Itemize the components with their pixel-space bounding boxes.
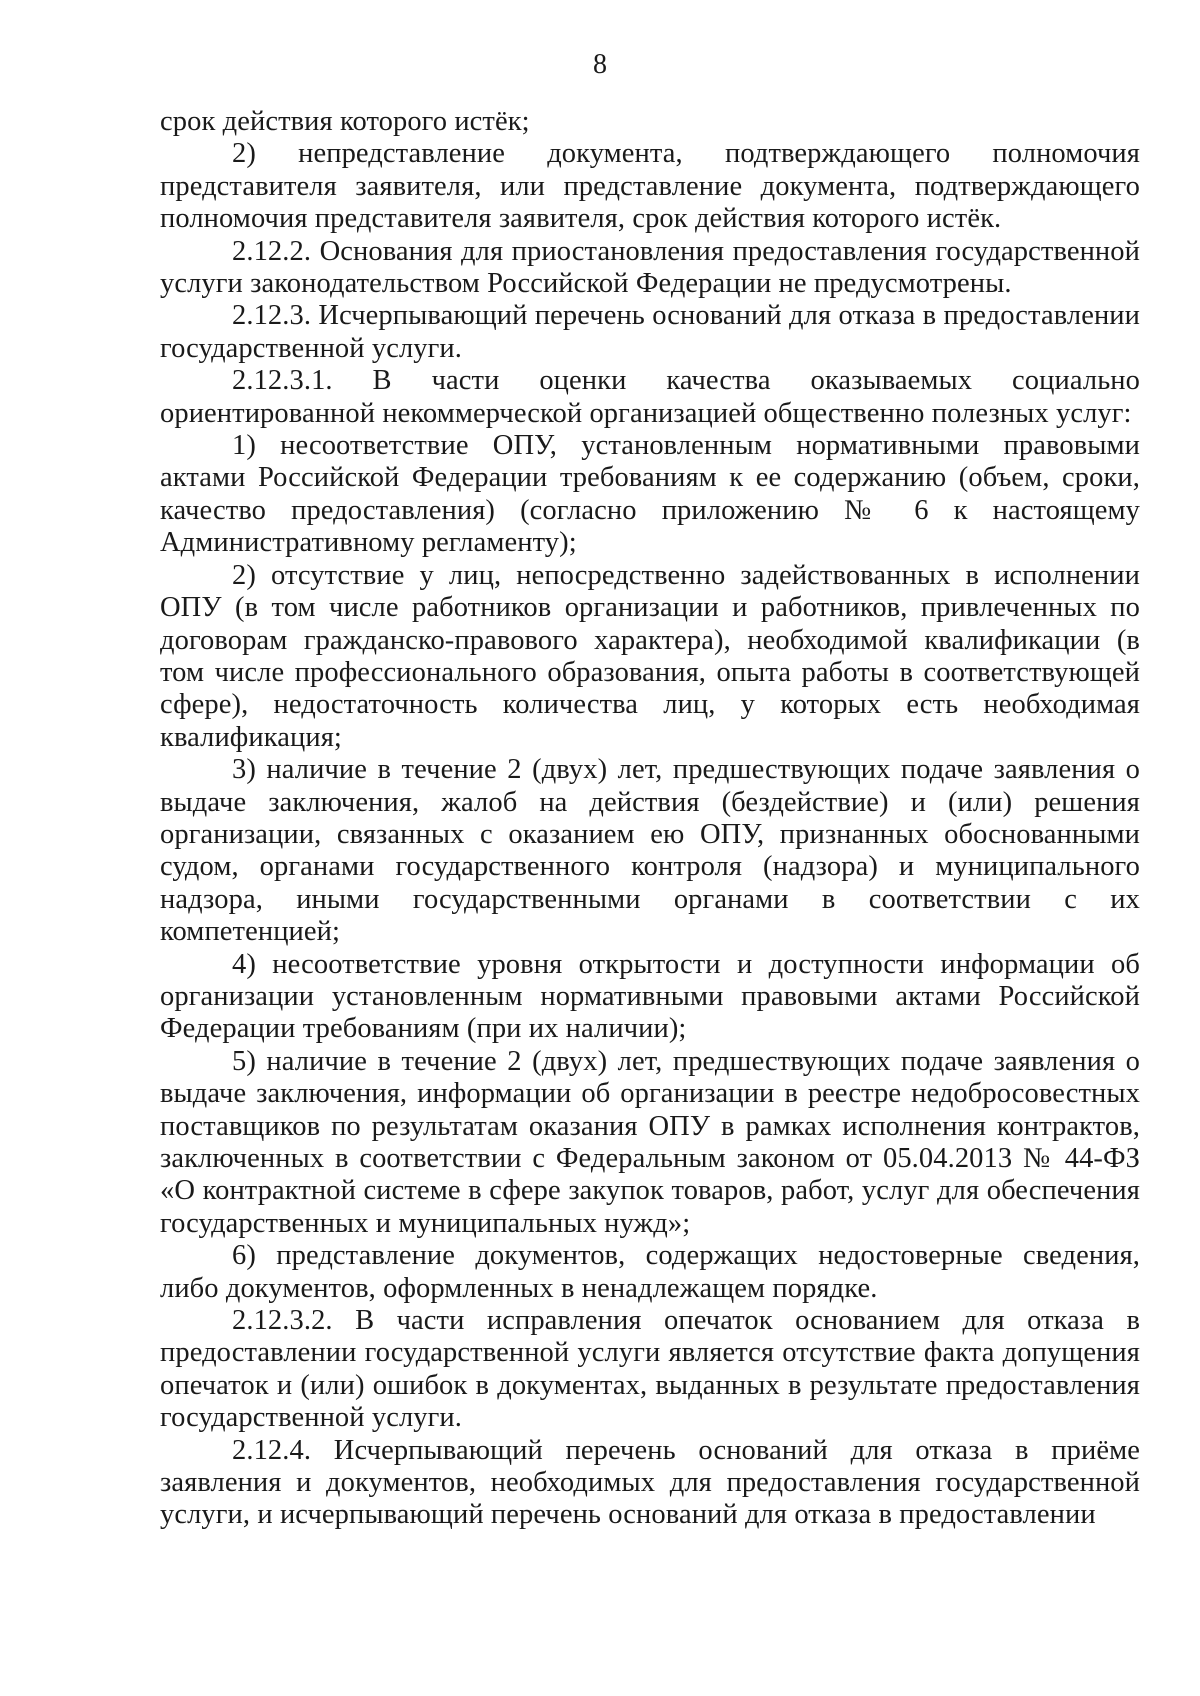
paragraph-item-3: 3) наличие в течение 2 (двух) лет, предшествующих подаче заявления о выдаче заключения, жалоб на действия (бездействие) и (или) решения организации, связанных с оказанием ею ОПУ, признанных обоснованными судом, органами государственного контроля (надзора) и муниципального надзора, иными государственными органами в соответствии с их компетенцией; xyxy=(160,754,1140,948)
paragraph-2-12-4: 2.12.4. Исчерпывающий перечень оснований для отказа в приёме заявления и документов, необходимых для предоставления государственной услуги, и исчерпывающий перечень оснований для отказа в предоставлении xyxy=(160,1434,1140,1531)
paragraph-2-12-2: 2.12.2. Основания для приостановления предоставления государственной услуги законодательством Российской Федерации не предусмотрены. xyxy=(160,235,1140,300)
paragraph-continuation: срок действия которого истёк; xyxy=(160,106,530,137)
paragraph-item-1: 1) несоответствие ОПУ, установленным нормативными правовыми актами Российской Федерации требованиям к ее содержанию (объем, сроки, качество предоставления) (согласно приложению № 6 к настоящему Административному регламенту); xyxy=(160,430,1140,559)
document-body xyxy=(160,106,1140,1532)
paragraph-2-12-3-2: 2.12.3.2. В части исправления опечаток основанием для отказа в предоставлении государственной услуги является отсутствие факта допущения опечаток и (или) ошибок в документах, выданных в результате предоставления государственной услуги. xyxy=(160,1305,1140,1434)
page-number: 8 xyxy=(593,49,607,80)
paragraph-item-6: 6) представление документов, содержащих недостоверные сведения, либо документов, оформленных в ненадлежащем порядке. xyxy=(160,1240,1140,1304)
paragraph-2-12-3-1: 2.12.3.1. В части оценки качества оказываемых социально ориентированной некоммерческой организацией общественно полезных услуг: xyxy=(160,365,1140,429)
paragraph-item-2: 2) отсутствие у лиц, непосредственно задействованных в исполнении ОПУ (в том числе работников организации и работников, привлеченных по договорам гражданско-правового характера), необходимой квалификации (в том числе профессионального образования, опыта работы в соответствующей сфере), недостаточность количества лиц, у которых есть необходимая квалификация; xyxy=(160,559,1140,753)
paragraph-item-5: 5) наличие в течение 2 (двух) лет, предшествующих подаче заявления о выдаче заключения, информации об организации в реестре недобросовестных поставщиков по результатам оказания ОПУ в рамках исполнения контрактов, заключенных в соответствии с Федеральным законом от 05.04.2013 № 44-ФЗ «О контрактной системе в сфере закупок товаров, работ, услуг для обеспечения государственных и муниципальных нужд»; xyxy=(160,1045,1140,1239)
paragraph-item-4: 4) несоответствие уровня открытости и доступности информации об организации установленным нормативными правовыми актами Российской Федерации требованиям (при их наличии); xyxy=(160,948,1140,1045)
paragraph-2-12-3: 2.12.3. Исчерпывающий перечень оснований для отказа в предоставлении государственной услуги. xyxy=(160,300,1140,364)
paragraph-item-2-representative: 2) непредставление документа, подтверждающего полномочия представителя заявителя, или представление документа, подтверждающего полномочия представителя заявителя, срок действия которого истёк. xyxy=(160,138,1140,235)
